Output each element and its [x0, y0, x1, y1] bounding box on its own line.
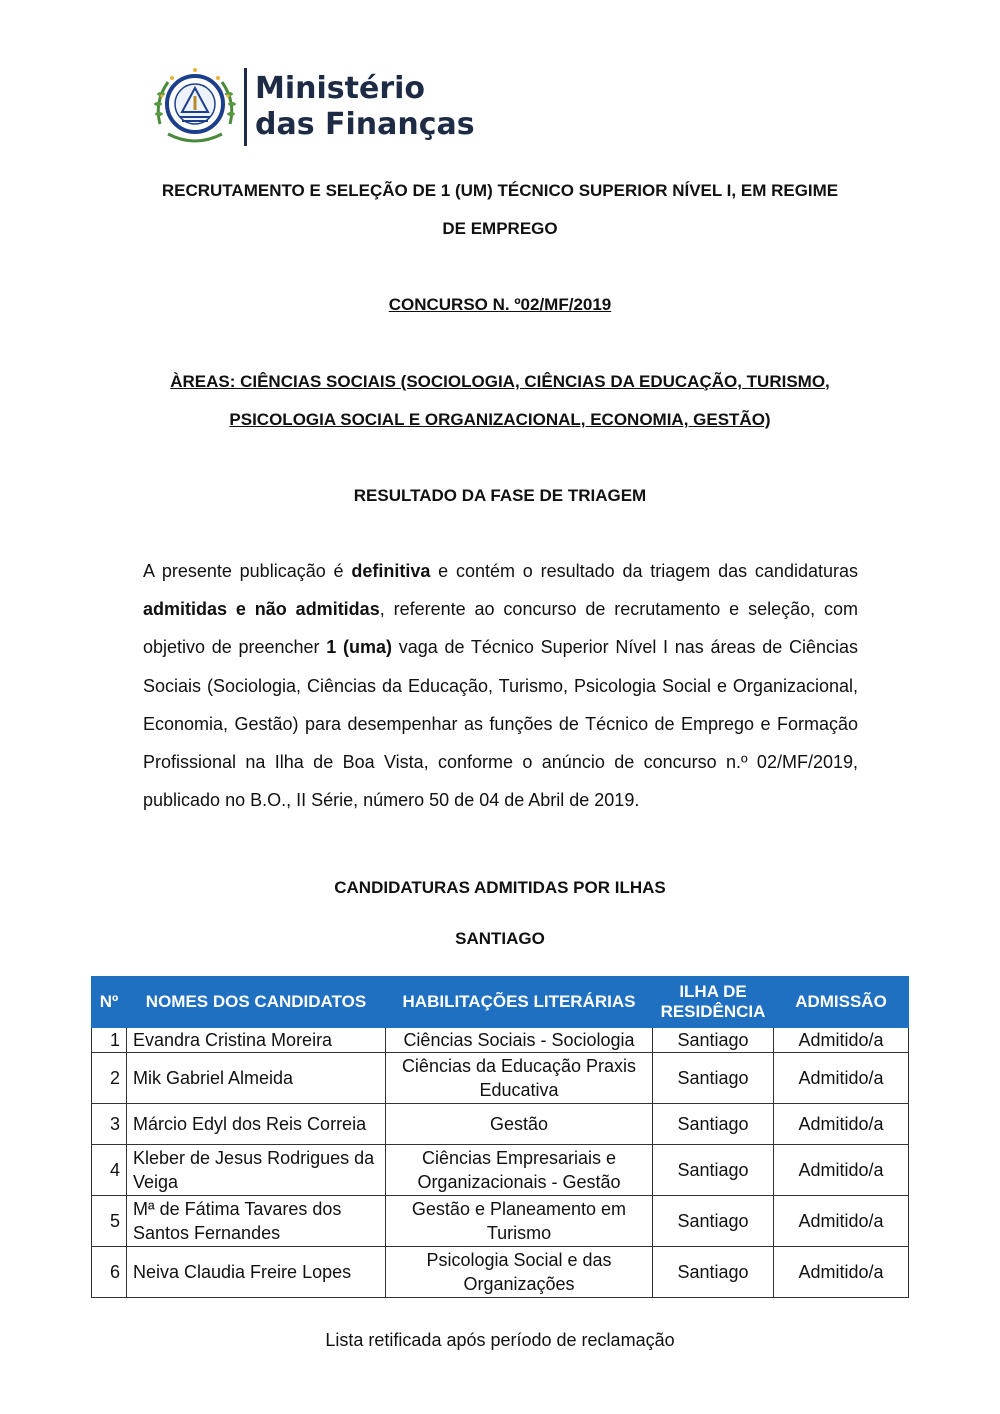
cell-num: 6	[92, 1247, 127, 1298]
table-row	[92, 1053, 909, 1104]
ministry-logo	[150, 62, 475, 152]
table-row	[92, 1247, 909, 1298]
logo-divider	[244, 68, 247, 146]
cell-hab: Ciências da Educação Praxis Educativa	[386, 1053, 653, 1104]
para-bold-definitiva: definitiva	[351, 561, 431, 581]
cell-name: Mik Gabriel Almeida	[127, 1053, 386, 1104]
cell-name: Evandra Cristina Moreira	[127, 1028, 386, 1053]
table-header-row	[92, 977, 909, 1028]
resultado-heading: RESULTADO DA FASE DE TRIAGEM	[353, 486, 647, 505]
cell-name: Neiva Claudia Freire Lopes	[127, 1247, 386, 1298]
para-text-3: , referente ao concurso de recrutamento e seleção, com objetivo de preencher	[143, 599, 859, 658]
cell-name: Márcio Edyl dos Reis Correia	[127, 1104, 386, 1145]
ministry-name-line2: das Finanças	[255, 107, 475, 142]
cell-hab: Gestão	[386, 1104, 653, 1145]
cell-hab: Psicologia Social e das Organizações	[386, 1247, 653, 1298]
cell-num: 5	[92, 1196, 127, 1247]
cell-ilha: Santiago	[653, 1028, 774, 1053]
col-header-num: Nº	[92, 977, 127, 1028]
col-header-hab: HABILITAÇÕES LITERÁRIAS	[386, 977, 653, 1028]
ministry-name	[255, 71, 475, 143]
cell-num: 1	[92, 1028, 127, 1053]
candidates-table	[91, 976, 909, 1298]
table-row	[92, 1028, 909, 1053]
cell-hab: Gestão e Planeamento em Turismo	[386, 1196, 653, 1247]
admitted-heading: CANDIDATURAS ADMITIDAS POR ILHAS	[334, 878, 666, 897]
table-row	[92, 1145, 909, 1196]
title-line1: RECRUTAMENTO E SELEÇÃO DE 1 (UM) TÉCNICO SUPERIOR NÍVEL I, EM REGIME	[161, 181, 839, 200]
para-text-4: vaga de Técnico Superior Nível I nas áreas de Ciências Sociais (Sociologia, Ciências da Educação, Turismo, Psicologia Social e Organizacional, Economia, Gestão) para desempenhar as funções de Técnico de Emprego e Formação Profissional na Ilha de Boa Vista, conforme o anúncio de concurso n.º 02/MF/2019, publicado no B.O., II Série, número 50 de 04 de Abril de 2019.	[143, 637, 858, 811]
para-text-2: e contém o resultado da triagem das candidaturas	[430, 561, 858, 581]
table-row	[92, 1196, 909, 1247]
para-bold-admitidas: admitidas e não admitidas	[143, 599, 380, 620]
cell-ilha: Santiago	[653, 1104, 774, 1145]
cell-adm: Admitido/a	[774, 1247, 909, 1298]
cell-adm: Admitido/a	[774, 1104, 909, 1145]
cell-num: 3	[92, 1104, 127, 1145]
footer-note: Lista retificada após período de reclamação	[325, 1330, 675, 1350]
cell-ilha: Santiago	[653, 1247, 774, 1298]
cell-adm: Admitido/a	[774, 1028, 909, 1053]
concurso-number: CONCURSO N. º02/MF/2019	[388, 295, 612, 314]
cell-name: Kleber de Jesus Rodrigues da Veiga	[127, 1145, 386, 1196]
title-line2: DE EMPREGO	[442, 219, 558, 238]
cell-num: 4	[92, 1145, 127, 1196]
col-header-ilha: ILHA DE RESIDÊNCIA	[653, 977, 774, 1028]
cell-ilha: Santiago	[653, 1053, 774, 1104]
para-bold-uma: 1 (uma)	[326, 637, 392, 658]
cell-adm: Admitido/a	[774, 1145, 909, 1196]
cell-adm: Admitido/a	[774, 1196, 909, 1247]
cell-hab: Ciências Sociais - Sociologia	[386, 1028, 653, 1053]
col-header-adm: ADMISSÃO	[774, 977, 909, 1028]
cell-ilha: Santiago	[653, 1145, 774, 1196]
table-row	[92, 1104, 909, 1145]
cell-num: 2	[92, 1053, 127, 1104]
cape-verde-coat-of-arms-icon	[150, 62, 240, 152]
areas-line1: ÀREAS: CIÊNCIAS SOCIAIS (SOCIOLOGIA, CIÊNCIAS DA EDUCAÇÃO, TURISMO,	[170, 372, 830, 391]
areas-line2: PSICOLOGIA SOCIAL E ORGANIZACIONAL, ECONOMIA, GESTÃO)	[229, 410, 771, 429]
cell-name: Mª de Fátima Tavares dos Santos Fernandes	[127, 1196, 386, 1247]
col-header-name: NOMES DOS CANDIDATOS	[127, 977, 386, 1028]
island-heading: SANTIAGO	[455, 929, 545, 948]
cell-adm: Admitido/a	[774, 1053, 909, 1104]
intro-paragraph	[143, 552, 858, 819]
ministry-name-line1: Ministério	[255, 71, 426, 106]
para-text-1: A presente publicação é	[143, 561, 352, 581]
cell-hab: Ciências Empresariais e Organizacionais - Gestão	[386, 1145, 653, 1196]
cell-ilha: Santiago	[653, 1196, 774, 1247]
